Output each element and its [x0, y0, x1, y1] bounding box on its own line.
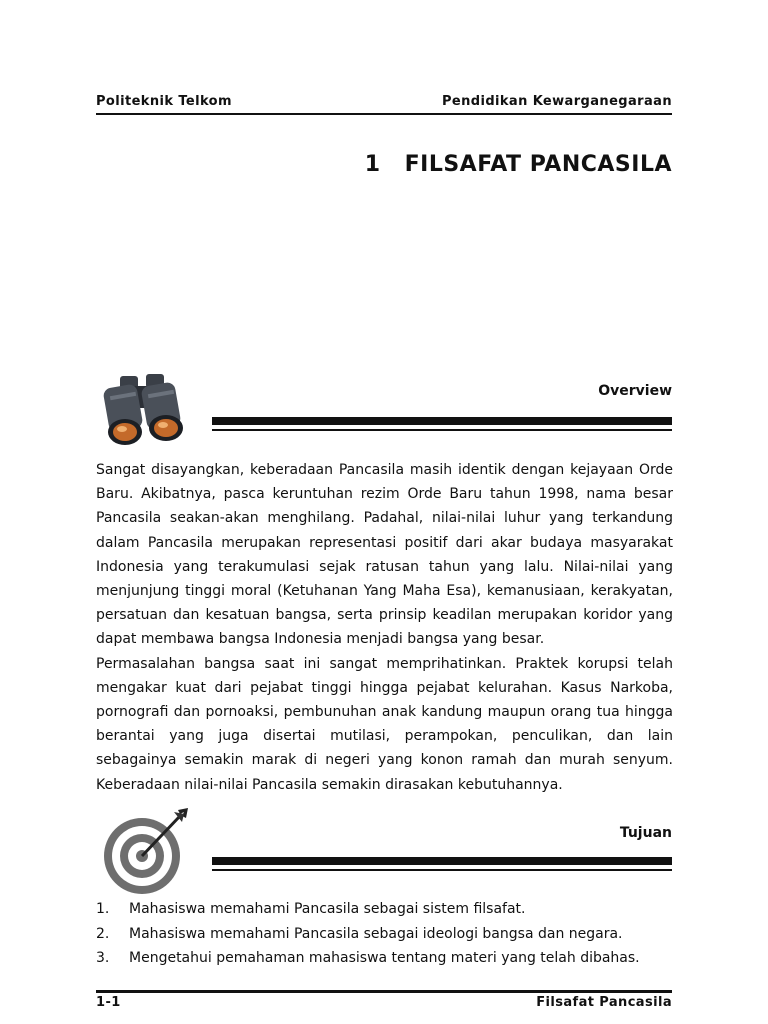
footer-chapter-title: Filsafat Pancasila	[536, 995, 672, 1010]
list-item	[96, 946, 673, 971]
tujuan-rule-thin	[212, 869, 672, 871]
overview-body	[96, 458, 673, 797]
overview-paragraph-2: Permasalahan bangsa saat ini sangat memprihatinkan. Praktek korupsi telah mengakar kuat dari pejabat tinggi hingga pejabat kelurahan. Kasus Narkoba, pornografi dan pornoaksi, pembunuhan anak kandung maupun orang tua hingga berantai yang juga disertai mutilasi, perampokan, penculikan, dan lain sebagainya semakin marak di negeri yang konon ramah dan murah senyum. Keberadaan nilai-nilai Pancasila semakin dirasakan kebutuhannya.	[96, 655, 673, 793]
list-item-number: 3.	[96, 950, 110, 966]
list-item-number: 1.	[96, 901, 110, 917]
header-course: Pendidikan Kewarganegaraan	[441, 94, 672, 109]
tujuan-list	[96, 897, 673, 971]
list-item	[96, 922, 673, 947]
list-item-number: 2.	[96, 925, 110, 942]
header-institution: Politeknik Telkom	[96, 94, 232, 109]
binoculars-icon	[98, 372, 198, 452]
overview-heading: Overview	[598, 383, 672, 399]
chapter-number: 1	[364, 152, 381, 177]
tujuan-rule-thick	[212, 857, 672, 865]
list-item-text: Mengetahui pemahaman mahasiswa tentang materi yang telah dibahas.	[129, 950, 640, 966]
overview-paragraph-1: Sangat disayangkan, keberadaan Pancasila masih identik dengan kejayaan Orde Baru. Akibatnya, pasca keruntuhan rezim Orde Baru tahun 1998, nama besar Pancasila seakan-akan menghilang. Padahal, nilai-nilai luhur yang terkandung dalam Pancasila merupakan representasi positif dari akar budaya masyarakat Indonesia yang terakumulasi sejak ratusan tahun yang lalu. Nilai-nilai yang menjunjung tinggi moral (Ketuhanan Yang Maha Esa), kemanusiaan, kerakyatan, persatuan dan kesatuan bangsa, serta prinsip keadilan merupakan koridor yang dapat membawa bangsa Indonesia menjadi bangsa yang besar.	[96, 462, 673, 648]
overview-rule-thin	[212, 429, 672, 431]
overview-rule-thick	[212, 417, 672, 425]
chapter-title-text: FILSAFAT PANCASILA	[404, 152, 672, 177]
list-item-text: Mahasiswa memahami Pancasila sebagai ideologi bangsa dan negara.	[129, 925, 623, 942]
tujuan-heading: Tujuan	[619, 825, 672, 841]
list-item	[96, 897, 673, 922]
target-icon	[98, 806, 190, 896]
footer-rule	[96, 990, 672, 993]
header-rule	[96, 113, 672, 115]
chapter-title	[365, 152, 672, 177]
list-item-text: Mahasiswa memahami Pancasila sebagai sistem filsafat.	[129, 901, 526, 917]
page-number: 1-1	[96, 995, 121, 1010]
